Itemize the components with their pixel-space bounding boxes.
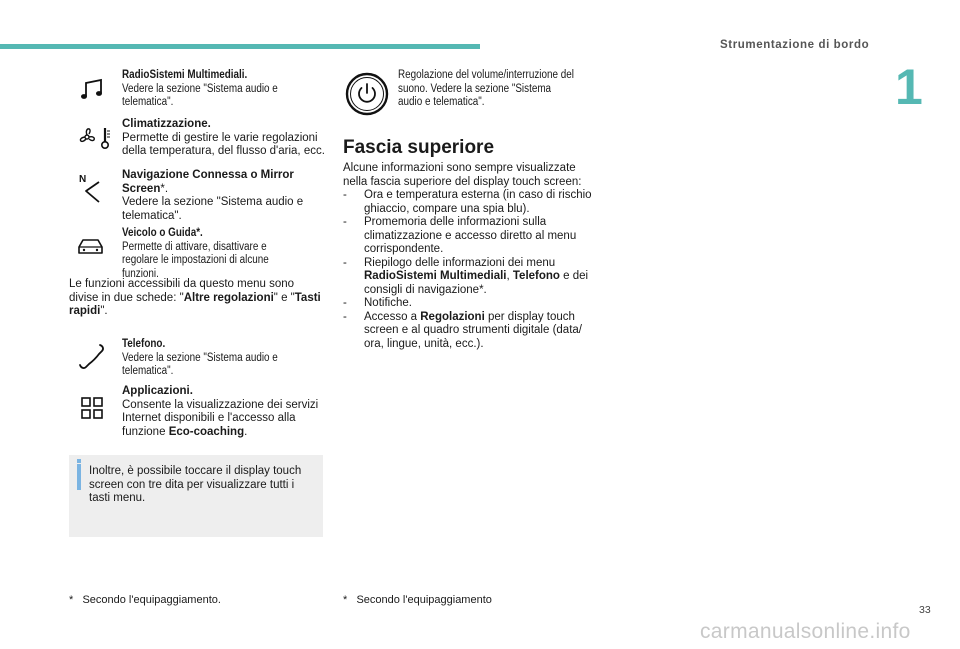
list-item-text: per display touch screen e al quadro strumenti digitale (data/ ora, lingue, unità, ecc.). <box>364 310 582 350</box>
info-note <box>69 455 323 537</box>
apps-grid-icon <box>79 395 119 435</box>
list-item-text: , <box>506 270 513 282</box>
list-item <box>343 297 603 311</box>
footnote-star: * <box>69 594 74 606</box>
list-item-bold: Regolazioni <box>420 310 485 323</box>
volume-text: Regolazione del volume/interruzione del suono. Vedere la sezione "Sistema audio e telematica". <box>398 69 574 108</box>
section-heading: Fascia superiore <box>343 137 495 158</box>
list-intro: Alcune informazioni sono sempre visualizzate nella fascia superiore del display touch screen: <box>343 162 582 188</box>
list-dash: - <box>343 216 347 228</box>
svg-text:N: N <box>79 174 87 185</box>
item-title-suffix: *. <box>160 182 169 195</box>
item-body-bold: Eco-coaching <box>168 425 245 438</box>
list-item <box>343 311 603 352</box>
item-body: Permette di attivare, disattivare e regolare le impostazioni di alcune funzioni. <box>122 240 269 280</box>
right-footnote <box>343 594 492 606</box>
item-title: Navigazione Connessa o Mirror Screen <box>122 169 294 195</box>
list-item <box>343 216 603 257</box>
list-item-text: Accesso a <box>364 310 421 323</box>
music-note-icon <box>77 70 117 110</box>
item-body: Vedere la sezione "Sistema audio e telematica". <box>122 82 278 108</box>
list-dash: - <box>343 310 347 323</box>
page-number: 33 <box>919 604 931 616</box>
info-icon-dot <box>77 459 81 463</box>
item-title: RadioSistemi Multimediali. <box>122 69 248 81</box>
chapter-number: 1 <box>895 59 923 115</box>
fan-thermometer-icon <box>74 118 114 158</box>
list-item-text: Promemoria delle informazioni sulla climatizzazione e accesso diretto al menu corrispondente. <box>364 216 577 255</box>
list-item-text: e dei consigli di navigazione*. <box>364 270 589 296</box>
footnote-text: Secondo l'equipaggiamento. <box>82 594 221 606</box>
left-footnote <box>69 594 221 606</box>
para-bold-shortcuts: Tasti rapidi <box>69 291 321 317</box>
list-item-text: Notifiche. <box>364 297 412 309</box>
tabs-paragraph <box>69 278 324 319</box>
item-body: Vedere la sezione "Sistema audio e telematica". <box>122 351 278 377</box>
para-text: Le funzioni accessibili da questo menu sono divise in due schede: " <box>69 278 295 304</box>
header-accent-bar <box>0 44 480 49</box>
item-body: Permette di gestire le varie regolazioni della temperatura, del flusso d'aria, ecc. <box>122 131 325 157</box>
top-band-list <box>343 162 603 351</box>
watermark: carmanualsonline.info <box>700 620 911 643</box>
list-item-text: Riepilogo delle informazioni dei menu <box>364 256 556 269</box>
list-item <box>343 189 603 216</box>
list-item <box>343 257 603 298</box>
phone-icon <box>76 339 116 379</box>
navigation-arrow-icon <box>77 172 117 212</box>
item-body: Consente la visualizzazione dei servizi Internet disponibili e l'accesso alla funzione <box>122 398 319 438</box>
list-dash: - <box>343 297 347 309</box>
list-item-bold: RadioSistemi Multimediali <box>364 270 507 282</box>
item-body: . <box>244 425 248 438</box>
list-dash: - <box>343 256 347 269</box>
para-bold-other-settings: Altre regolazioni <box>183 291 274 304</box>
list-dash: - <box>343 189 347 201</box>
list-item-text: Ora e temperatura esterna (in caso di rischio ghiaccio, compare una spia blu). <box>364 189 592 215</box>
item-title: Climatizzazione. <box>122 118 211 130</box>
item-title: Veicolo o Guida*. <box>122 227 203 239</box>
item-title: Telefono. <box>122 338 166 350</box>
car-icon <box>74 227 114 267</box>
power-volume-icon <box>345 72 385 112</box>
item-body: Vedere la sezione "Sistema audio e telematica". <box>122 196 304 222</box>
para-text: ". <box>100 305 108 317</box>
list-item-bold: Telefono <box>512 270 560 282</box>
section-title: Strumentazione di bordo <box>720 39 870 51</box>
info-icon <box>77 464 81 490</box>
info-note-text: Inoltre, è possibile toccare il display touch screen con tre dita per visualizzare tutti i tasti menu. <box>89 465 302 504</box>
para-text: " e " <box>273 291 295 304</box>
item-title: Applicazioni. <box>122 385 193 397</box>
footnote-text: Secondo l'equipaggiamento <box>356 594 492 606</box>
footnote-star: * <box>343 594 348 606</box>
